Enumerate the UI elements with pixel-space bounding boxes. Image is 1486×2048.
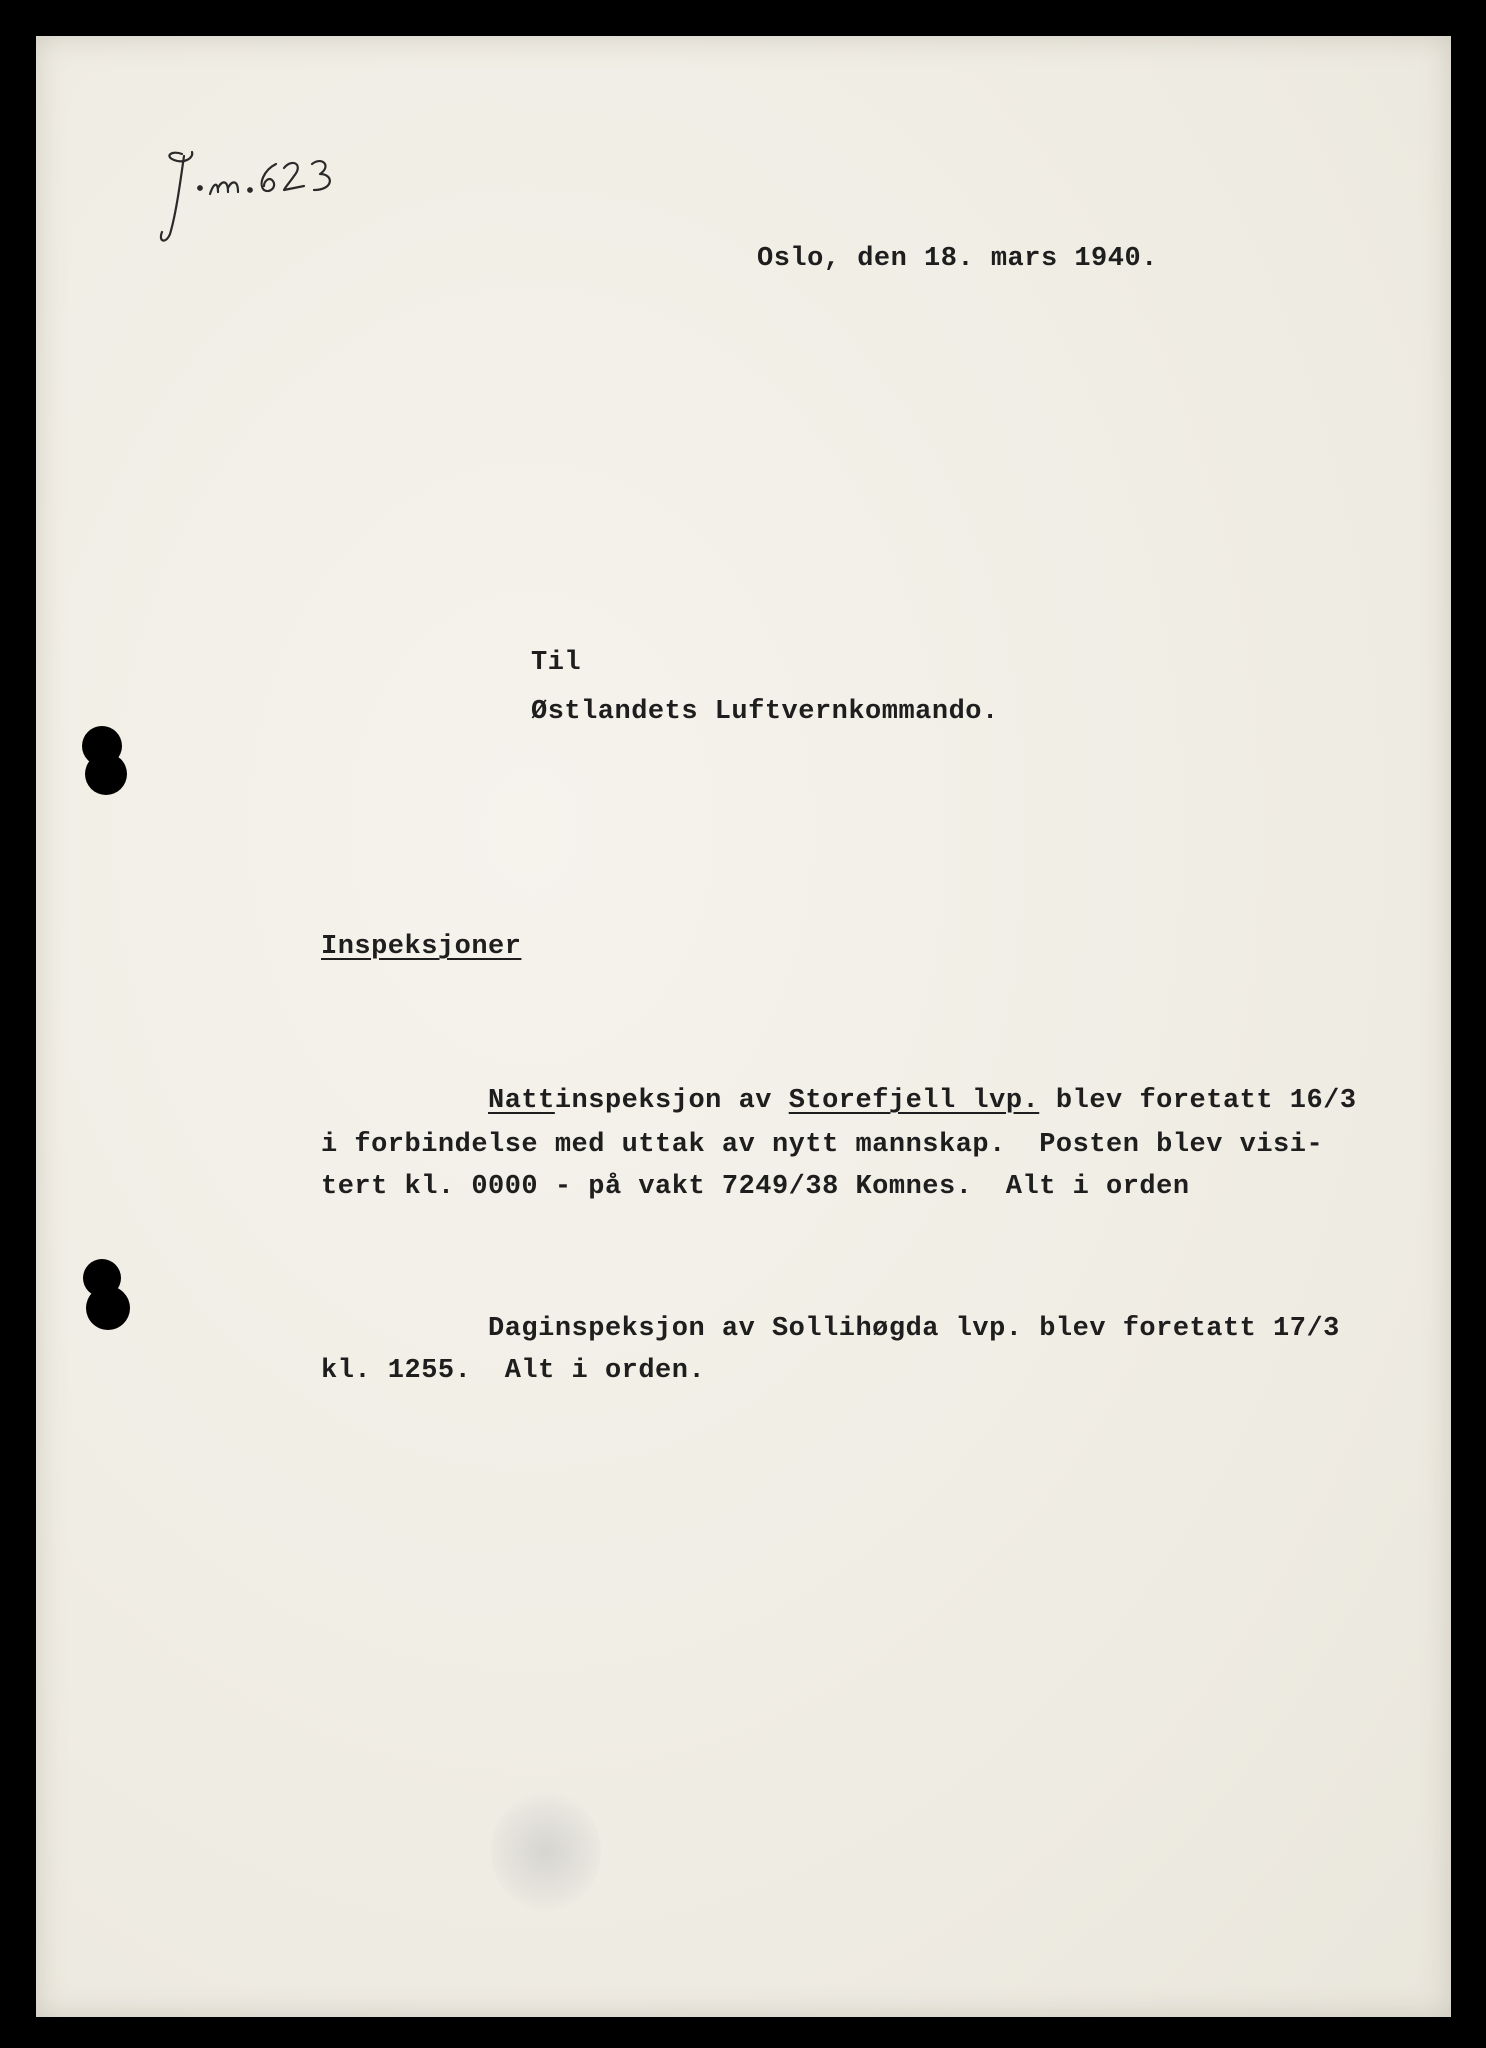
- underlined-location: Storefjell lvp.: [788, 1086, 1040, 1116]
- handwritten-journal-number: [154, 144, 354, 254]
- date-line: Oslo, den 18. mars 1940.: [757, 244, 1158, 274]
- underlined-word-natt: Natt: [488, 1086, 555, 1116]
- text-span: blev foretatt 16/3: [1039, 1086, 1357, 1116]
- section-heading: Inspeksjoner: [321, 932, 522, 962]
- paragraph-1-line-3: tert kl. 0000 - på vakt 7249/38 Komnes. Alt i orden: [321, 1172, 1190, 1202]
- document-page: [36, 36, 1451, 2017]
- paragraph-2-line-2: kl. 1255. Alt i orden.: [321, 1356, 706, 1386]
- punch-hole-top: [74, 722, 134, 800]
- punch-hole-bottom: [76, 1256, 136, 1336]
- paper-smudge: [491, 1791, 601, 1911]
- paragraph-1-line-2: i forbindelse med uttak av nytt mannskap. Posten blev visi-: [321, 1130, 1324, 1160]
- recipient-label: Til: [531, 648, 582, 678]
- paragraph-1-line-1: [321, 1088, 1357, 1115]
- paragraph-indent: [321, 1086, 488, 1116]
- recipient-name: Østlandets Luftvernkommando.: [531, 697, 999, 727]
- text-span: inspeksjon av: [554, 1086, 789, 1116]
- paragraph-2-line-1: Daginspeksjon av Sollihøgda lvp. blev foretatt 17/3: [321, 1314, 1340, 1344]
